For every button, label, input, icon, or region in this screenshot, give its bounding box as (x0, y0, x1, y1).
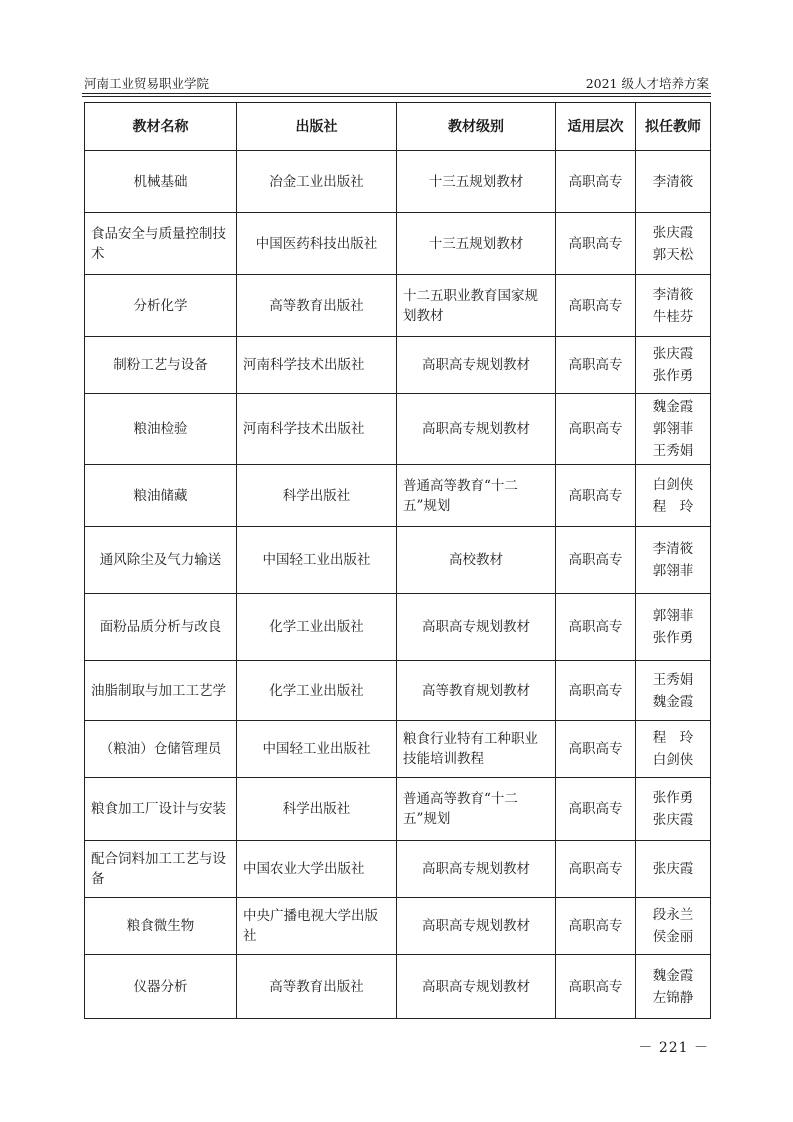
teacher-cell (636, 275, 711, 337)
teacher-cell (636, 151, 711, 213)
table-row (85, 465, 711, 527)
teacher-cell (636, 661, 711, 721)
teacher-name: 张作勇 (652, 790, 694, 806)
textbook-name: 粮油储藏 (85, 465, 237, 527)
teacher-cell (636, 527, 711, 594)
publisher: 冶金工业出版社 (237, 151, 397, 213)
textbook-name: 粮食加工厂设计与安装 (85, 778, 237, 841)
textbook-level: 高等教育规划教材 (397, 661, 556, 721)
table-row (85, 721, 711, 778)
textbook-name: 油脂制取与加工工艺学 (85, 661, 237, 721)
publisher: 科学出版社 (237, 465, 397, 527)
applicable-level: 高职高专 (556, 394, 636, 465)
teacher-name: 王秀娟 (652, 671, 694, 688)
applicable-level: 高职高专 (556, 778, 636, 841)
teacher-name: 张作勇 (652, 630, 694, 646)
applicable-level: 高职高专 (556, 213, 636, 275)
publisher: 化学工业出版社 (237, 594, 397, 661)
header-school-name: 河南工业贸易职业学院 (84, 76, 210, 91)
textbook-level: 高职高专规划教材 (397, 594, 556, 661)
teacher-name: 段永兰 (652, 907, 694, 923)
applicable-level: 高职高专 (556, 151, 636, 213)
table-row (85, 841, 711, 898)
publisher: 高等教育出版社 (237, 275, 397, 337)
applicable-level: 高职高专 (556, 721, 636, 778)
publisher: 中国轻工业出版社 (237, 721, 397, 778)
teacher-cell (636, 213, 711, 275)
table-row (85, 151, 711, 213)
textbook-name: 面粉品质分析与改良 (85, 594, 237, 661)
textbook-name: （粮油）仓储管理员 (85, 721, 237, 778)
textbook-level: 高职高专规划教材 (397, 841, 556, 898)
publisher: 科学出版社 (237, 778, 397, 841)
publisher: 河南科学技术出版社 (237, 337, 397, 394)
teacher-name: 魏金霞 (652, 693, 694, 710)
col-header-level: 教材级别 (397, 103, 556, 151)
teacher-name: 李清筱 (652, 173, 694, 190)
textbook-table (84, 102, 711, 1019)
teacher-name: 郭天松 (652, 246, 694, 263)
applicable-level: 高职高专 (556, 275, 636, 337)
textbook-level: 高职高专规划教材 (397, 955, 556, 1019)
teacher-name: 张庆霞 (652, 861, 694, 877)
textbook-level: 十三五规划教材 (397, 213, 556, 275)
teacher-cell (636, 394, 711, 465)
teacher-name: 张庆霞 (652, 812, 694, 828)
textbook-name: 食品安全与质量控制技术 (85, 213, 237, 275)
publisher: 中国医药科技出版社 (237, 213, 397, 275)
table-row (85, 661, 711, 721)
applicable-level: 高职高专 (556, 527, 636, 594)
teacher-name: 郭翎菲 (652, 421, 694, 437)
table-row (85, 394, 711, 465)
col-header-publisher: 出版社 (237, 103, 397, 151)
textbook-level: 高职高专规划教材 (397, 337, 556, 394)
teacher-cell (636, 337, 711, 394)
textbook-name: 制粉工艺与设备 (85, 337, 237, 394)
teacher-name: 侯金丽 (652, 929, 694, 945)
teacher-name: 张作勇 (652, 368, 694, 384)
applicable-level: 高职高专 (556, 337, 636, 394)
teacher-name: 郭翎菲 (652, 608, 694, 624)
page-number: － 221 － (638, 1040, 709, 1056)
teacher-name: 魏金霞 (652, 399, 694, 415)
applicable-level: 高职高专 (556, 661, 636, 721)
header-plan-title: 2021 级人才培养方案 (585, 76, 709, 91)
teacher-name: 白剑侠 (652, 752, 694, 768)
applicable-level: 高职高专 (556, 955, 636, 1019)
teacher-name: 王秀娟 (652, 443, 694, 459)
table-header-row (85, 103, 711, 151)
publisher: 中国轻工业出版社 (237, 527, 397, 594)
teacher-name: 李清筱 (652, 541, 694, 557)
col-header-teacher: 拟任教师 (636, 103, 711, 151)
applicable-level: 高职高专 (556, 465, 636, 527)
table-row (85, 898, 711, 955)
teacher-name: 左锦静 (652, 989, 694, 1006)
publisher: 河南科学技术出版社 (237, 394, 397, 465)
col-header-name: 教材名称 (85, 103, 237, 151)
textbook-level: 普通高等教育“十二五”规划 (397, 778, 556, 841)
textbook-level: 普通高等教育“十二五”规划 (397, 465, 556, 527)
table-row (85, 527, 711, 594)
header-rule (82, 93, 711, 94)
applicable-level: 高职高专 (556, 898, 636, 955)
textbook-level: 高职高专规划教材 (397, 394, 556, 465)
table-row (85, 337, 711, 394)
teacher-name: 郭翎菲 (652, 563, 694, 579)
teacher-name: 张庆霞 (652, 346, 694, 362)
table-row (85, 778, 711, 841)
teacher-cell (636, 841, 711, 898)
publisher: 中央广播电视大学出版社 (237, 898, 397, 955)
teacher-cell (636, 778, 711, 841)
textbook-level: 粮食行业特有工种职业技能培训教程 (397, 721, 556, 778)
textbook-name: 粮食微生物 (85, 898, 237, 955)
textbook-level: 高职高专规划教材 (397, 898, 556, 955)
teacher-name: 程 玲 (652, 498, 694, 515)
teacher-name: 张庆霞 (652, 224, 694, 241)
col-header-scope: 适用层次 (556, 103, 636, 151)
table-row (85, 275, 711, 337)
publisher: 中国农业大学出版社 (237, 841, 397, 898)
teacher-cell (636, 721, 711, 778)
table-row (85, 594, 711, 661)
textbook-name: 机械基础 (85, 151, 237, 213)
textbook-level: 十二五职业教育国家规划教材 (397, 275, 556, 337)
teacher-cell (636, 898, 711, 955)
teacher-name: 白剑侠 (652, 476, 694, 493)
textbook-level: 高校教材 (397, 527, 556, 594)
teacher-name: 李清筱 (652, 286, 694, 303)
table-body (85, 151, 711, 1019)
teacher-name: 程 玲 (652, 730, 694, 746)
header-rule-thin (82, 96, 711, 97)
teacher-name: 魏金霞 (652, 967, 694, 984)
teacher-cell (636, 594, 711, 661)
textbook-name: 分析化学 (85, 275, 237, 337)
teacher-cell (636, 465, 711, 527)
applicable-level: 高职高专 (556, 594, 636, 661)
teacher-name: 牛桂芬 (652, 308, 694, 325)
textbook-name: 仪器分析 (85, 955, 237, 1019)
textbook-level: 十三五规划教材 (397, 151, 556, 213)
publisher: 化学工业出版社 (237, 661, 397, 721)
textbook-name: 通风除尘及气力输送 (85, 527, 237, 594)
table-row (85, 213, 711, 275)
teacher-cell (636, 955, 711, 1019)
table-row (85, 955, 711, 1019)
textbook-name: 配合饲料加工工艺与设备 (85, 841, 237, 898)
applicable-level: 高职高专 (556, 841, 636, 898)
publisher: 高等教育出版社 (237, 955, 397, 1019)
textbook-name: 粮油检验 (85, 394, 237, 465)
